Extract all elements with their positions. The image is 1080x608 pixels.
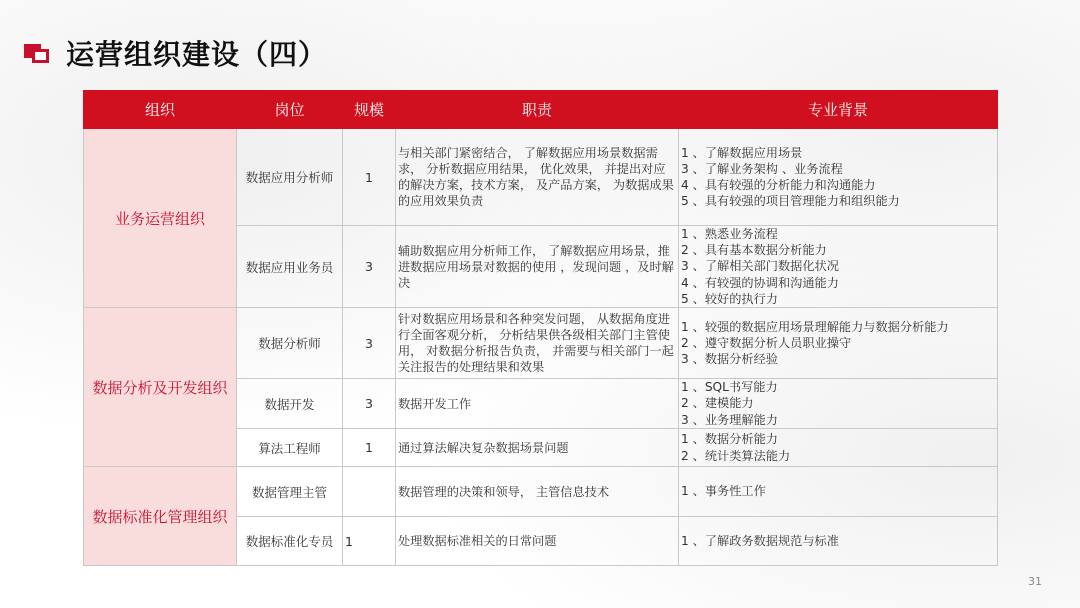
scale-cell: 3 xyxy=(343,379,396,429)
duty-cell: 与相关部门紧密结合， 了解数据应用场景数据需求， 分析数据应用结果， 优化效果， 并提出对应的解决方案，技术方案， 及产品方案， 为数据成果的应用效果负责 xyxy=(396,129,679,226)
background-item: 5 、较好的执行力 xyxy=(681,291,778,306)
slide-header xyxy=(24,33,327,73)
duty-cell: 辅助数据应用分析师工作， 了解数据应用场景，推进数据应用场景对数据的使用 ，发现问题 ，及时解决 xyxy=(396,226,679,308)
scale-cell: 3 xyxy=(343,308,396,379)
background-item: 5 、具有较强的项目管理能力和组织能力 xyxy=(681,194,900,209)
background-cell xyxy=(679,308,998,379)
table-row xyxy=(84,308,998,379)
org-cell: 数据标准化管理组织 xyxy=(84,467,237,566)
background-item: 4 、有较强的协调和沟通能力 xyxy=(681,275,839,290)
scale-cell: 3 xyxy=(343,226,396,308)
background-item: 1 、较强的数据应用场景理解能力与数据分析能力 xyxy=(681,319,949,334)
scale-cell: 1 xyxy=(343,517,396,566)
background-cell xyxy=(679,129,998,226)
duty-cell: 针对数据应用场景和各种突发问题， 从数据角度进行全面客观分析， 分析结果供各级相关部门主管使用， 对数据分析报告负责， 并需要与相关部门一起关注报告的处理结果和效果 xyxy=(396,308,679,379)
background-item: 1 、事务性工作 xyxy=(681,484,766,499)
org-cell: 业务运营组织 xyxy=(84,129,237,308)
position-cell: 数据开发 xyxy=(237,379,343,429)
table-header-row xyxy=(84,91,998,129)
header-background: 专业背景 xyxy=(679,91,998,129)
scale-cell: 1 xyxy=(343,429,396,467)
position-cell: 算法工程师 xyxy=(237,429,343,467)
background-item: 1 、熟悉业务流程 xyxy=(681,227,778,241)
table-row xyxy=(84,129,998,226)
background-item: 1 、了解政务数据规范与标准 xyxy=(681,533,839,548)
header-duty: 职责 xyxy=(396,91,679,129)
title-squares-icon xyxy=(24,42,52,64)
duty-cell: 数据开发工作 xyxy=(396,379,679,429)
background-cell xyxy=(679,226,998,308)
position-cell: 数据应用分析师 xyxy=(237,129,343,226)
duty-cell: 通过算法解决复杂数据场景问题 xyxy=(396,429,679,467)
header-org: 组织 xyxy=(84,91,237,129)
header-scale: 规模 xyxy=(343,91,396,129)
background-item: 2 、具有基本数据分析能力 xyxy=(681,243,827,258)
background-item: 3 、了解相关部门数据化状况 xyxy=(681,259,839,274)
background-item: 2 、遵守数据分析人员职业操守 xyxy=(681,335,852,350)
slide-title: 运营组织建设（四） xyxy=(66,38,328,71)
background-cell xyxy=(679,379,998,429)
scale-cell: 1 xyxy=(343,129,396,226)
background-item: 2 、建模能力 xyxy=(681,396,754,411)
background-item: 2 、统计类算法能力 xyxy=(681,448,791,463)
background-cell xyxy=(679,467,998,517)
duty-cell: 数据管理的决策和领导， 主管信息技术 xyxy=(396,467,679,517)
background-item: 3 、数据分析经验 xyxy=(681,352,778,367)
background-cell xyxy=(679,429,998,467)
background-item: 4 、具有较强的分析能力和沟通能力 xyxy=(681,178,876,192)
duty-cell: 处理数据标准相关的日常问题 xyxy=(396,517,679,566)
scale-cell xyxy=(343,467,396,517)
position-cell: 数据应用业务员 xyxy=(237,226,343,308)
page-number: 31 xyxy=(1028,575,1042,588)
position-cell: 数据标准化专员 xyxy=(237,517,343,566)
position-cell: 数据分析师 xyxy=(237,308,343,379)
background-item: 1 、了解数据应用场景 xyxy=(681,145,803,160)
background-item: 1 、SQL书写能力 xyxy=(681,380,778,395)
org-cell: 数据分析及开发组织 xyxy=(84,308,237,467)
background-item: 3 、业务理解能力 xyxy=(681,412,778,427)
background-cell xyxy=(679,517,998,566)
background-item: 3 、了解业务架构 、业务流程 xyxy=(681,161,843,176)
position-cell: 数据管理主管 xyxy=(237,467,343,517)
organization-table xyxy=(83,90,997,566)
background-item: 1 、数据分析能力 xyxy=(681,432,778,447)
header-position: 岗位 xyxy=(237,91,343,129)
table-row xyxy=(84,467,998,517)
